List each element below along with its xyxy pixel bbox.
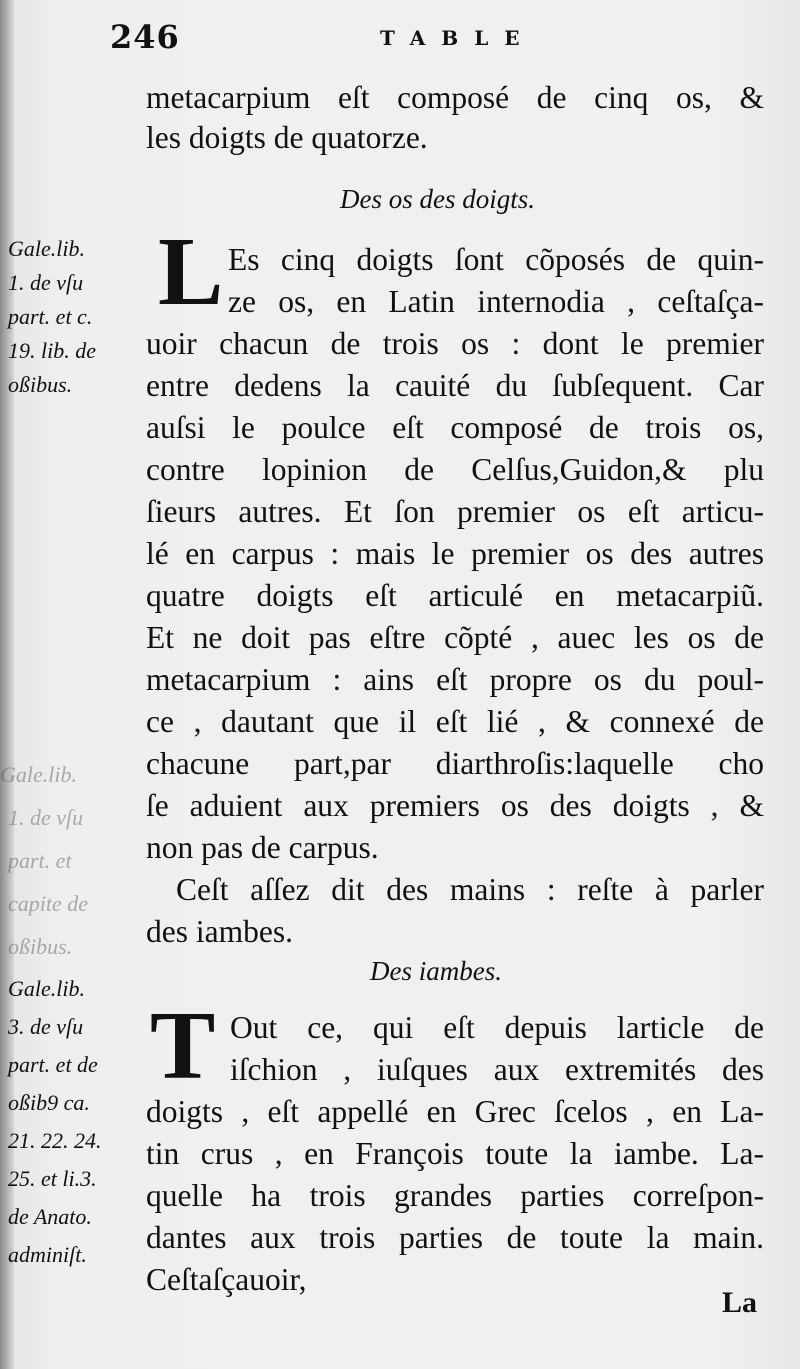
text-line: tin crus , en François toute la iambe. La- <box>146 1136 764 1171</box>
text-line: des iambes. <box>146 914 293 949</box>
text-line: iſchion , iuſques aux extremités des <box>230 1052 764 1087</box>
text-line: Es cinq doigts ſont cõposés de quin- <box>228 242 764 277</box>
text-line: lé en carpus : mais le premier os des autres <box>146 536 764 571</box>
text-line: auſsi le poulce eſt composé de trois os, <box>146 410 764 445</box>
margin-note-line: 21. 22. 24. <box>8 1128 102 1153</box>
text-line: Ceſt aſſez dit des mains : reſte à parler <box>176 872 764 907</box>
margin-note-line: oßib9 ca. <box>8 1090 90 1115</box>
page-header <box>110 18 670 62</box>
catchword: La <box>722 1286 758 1319</box>
text-line: entre dedens la cauité du ſubſequent. Car <box>146 368 764 403</box>
margin-note-line: adminiſt. <box>8 1242 87 1267</box>
text-line: ſe aduient aux premiers os des doigts , & <box>146 788 764 823</box>
text-line: ce , dautant que il eſt lié , & connexé de <box>146 704 764 739</box>
margin-note-line: de Anato. <box>8 1204 92 1229</box>
text-line: uoir chacun de trois os : dont le premier <box>146 326 764 361</box>
text-line: quelle ha trois grandes parties correſpon- <box>146 1178 764 1213</box>
margin-note-line: Gale.lib. <box>8 976 85 1001</box>
drop-cap: L <box>158 218 224 326</box>
page-number: 246 <box>110 18 180 56</box>
text-line: Et ne doit pas eſtre cõpté , auec les os de <box>146 620 764 655</box>
section-heading: Des os des doigts. <box>340 184 535 214</box>
margin-note-line: 3. de vſu <box>8 1014 84 1039</box>
bleed-through-text: Gale.lib. <box>0 762 77 787</box>
section-heading: Des iambes. <box>370 956 502 986</box>
bleed-through-text: part. et <box>8 848 72 873</box>
text-line: Out ce, qui eſt depuis larticle de <box>230 1010 764 1045</box>
text-line: non pas de carpus. <box>146 830 379 865</box>
margin-note-line: part. et de <box>8 1052 98 1077</box>
text-line: contre lopinion de Celſus,Guidon,& plu <box>146 452 764 487</box>
margin-note-line: Gale.lib. <box>8 236 85 261</box>
text-line: quatre doigts eſt articulé en metacarpiũ. <box>146 578 764 613</box>
bleed-through-text: oßibus. <box>8 934 73 959</box>
text-line: les doigts de quatorze. <box>146 120 428 155</box>
bleed-through-text: capite de <box>8 891 89 916</box>
text-line: metacarpium : ains eſt propre os du poul- <box>146 662 764 697</box>
drop-cap: T <box>150 992 216 1100</box>
text-line: ſieurs autres. Et ſon premier os eſt articu- <box>146 494 764 529</box>
margin-note-line: 1. de vſu <box>8 270 84 295</box>
bleed-through-text: 1. de vſu <box>8 805 84 830</box>
text-line: chacune part,par diarthroſis:laquelle cho <box>146 746 764 781</box>
text-line: metacarpium eſt composé de cinq os, & <box>146 80 764 115</box>
text-line: ze os, en Latin internodia , ceſtaſça- <box>228 284 764 319</box>
margin-note-line: 19. lib. de <box>8 338 96 363</box>
text-line: doigts , eſt appellé en Grec ſcelos , en La- <box>146 1094 764 1129</box>
margin-note-line: 25. et li.3. <box>8 1166 97 1191</box>
margin-note-line: part. et c. <box>8 304 93 329</box>
text-line: dantes aux trois parties de toute la main. <box>146 1220 764 1255</box>
margin-note-line: oßibus. <box>8 372 73 397</box>
running-head: TABLE <box>380 26 536 50</box>
text-line: Ceſtaſçauoir, <box>146 1262 307 1297</box>
